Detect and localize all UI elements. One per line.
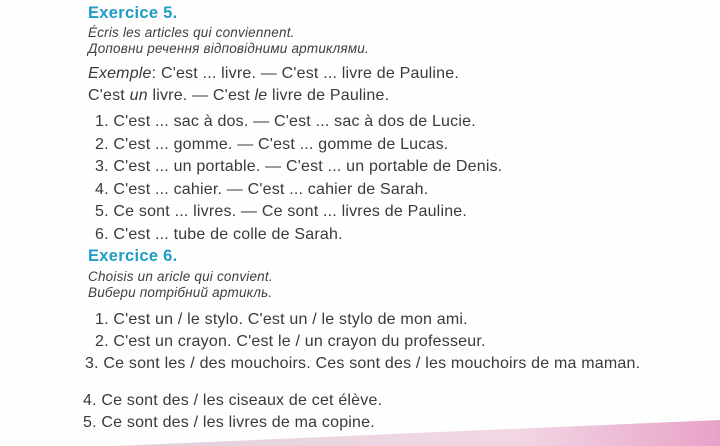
exercise5-item-3: 3. C'est ... un portable. — C'est ... un portable de Denis. <box>95 158 503 175</box>
exercise5-item-6: 6. C'est ... tube de colle de Sarah. <box>95 226 343 243</box>
example-answer-segment: livre de Pauline. <box>267 87 390 104</box>
exercise5-item-4: 4. C'est ... cahier. — C'est ... cahier de Sarah. <box>95 181 429 198</box>
exercise5-item-1: 1. C'est ... sac à dos. — C'est ... sac à dos de Lucie. <box>95 113 476 130</box>
example-answer-article-un: un <box>129 87 148 104</box>
exercise6-item-4: 4. Ce sont des / les ciseaux de cet élève. <box>83 392 383 409</box>
example-answer-segment: livre. — C'est <box>147 87 255 104</box>
example-question-line <box>88 64 459 84</box>
exercise5-item-2: 2. C'est ... gomme. — C'est ... gomme de Lucas. <box>95 136 449 153</box>
exercise5-instruction-ukrainian: Доповни речення відповідними артиклями. <box>88 41 369 56</box>
exercise6-instruction-french: Choisis un aricle qui convient. <box>88 269 273 284</box>
example-answer-line <box>88 86 389 106</box>
exercise6-instruction-ukrainian: Вибери потрібний артикль. <box>88 285 273 300</box>
exercise5-title: Exercice 5. <box>88 4 178 22</box>
example-question-text: : C'est ... livre. — C'est ... livre de Pauline. <box>151 65 460 82</box>
exercise6-title: Exercice 6. <box>88 247 178 265</box>
exercise6-item-3: 3. Ce sont les / des mouchoirs. Ces sont des / les mouchoirs de ma maman. <box>85 355 641 372</box>
exercise6-item-2: 2. C'est un crayon. C'est le / un crayon du professeur. <box>95 333 486 350</box>
example-answer-article-le: le <box>254 87 268 104</box>
example-label: Exemple <box>88 65 152 82</box>
exercise5-item-5: 5. Ce sont ... livres. — Ce sont ... livres de Pauline. <box>95 203 468 220</box>
exercise6-item-5: 5. Ce sont des / les livres de ma copine. <box>83 414 375 431</box>
exercise6-item-1: 1. C'est un / le stylo. C'est un / le stylo de mon ami. <box>95 311 468 328</box>
exercise5-instruction-french: Écris les articles qui conviennent. <box>88 25 295 40</box>
example-answer-segment: C'est <box>88 87 130 104</box>
